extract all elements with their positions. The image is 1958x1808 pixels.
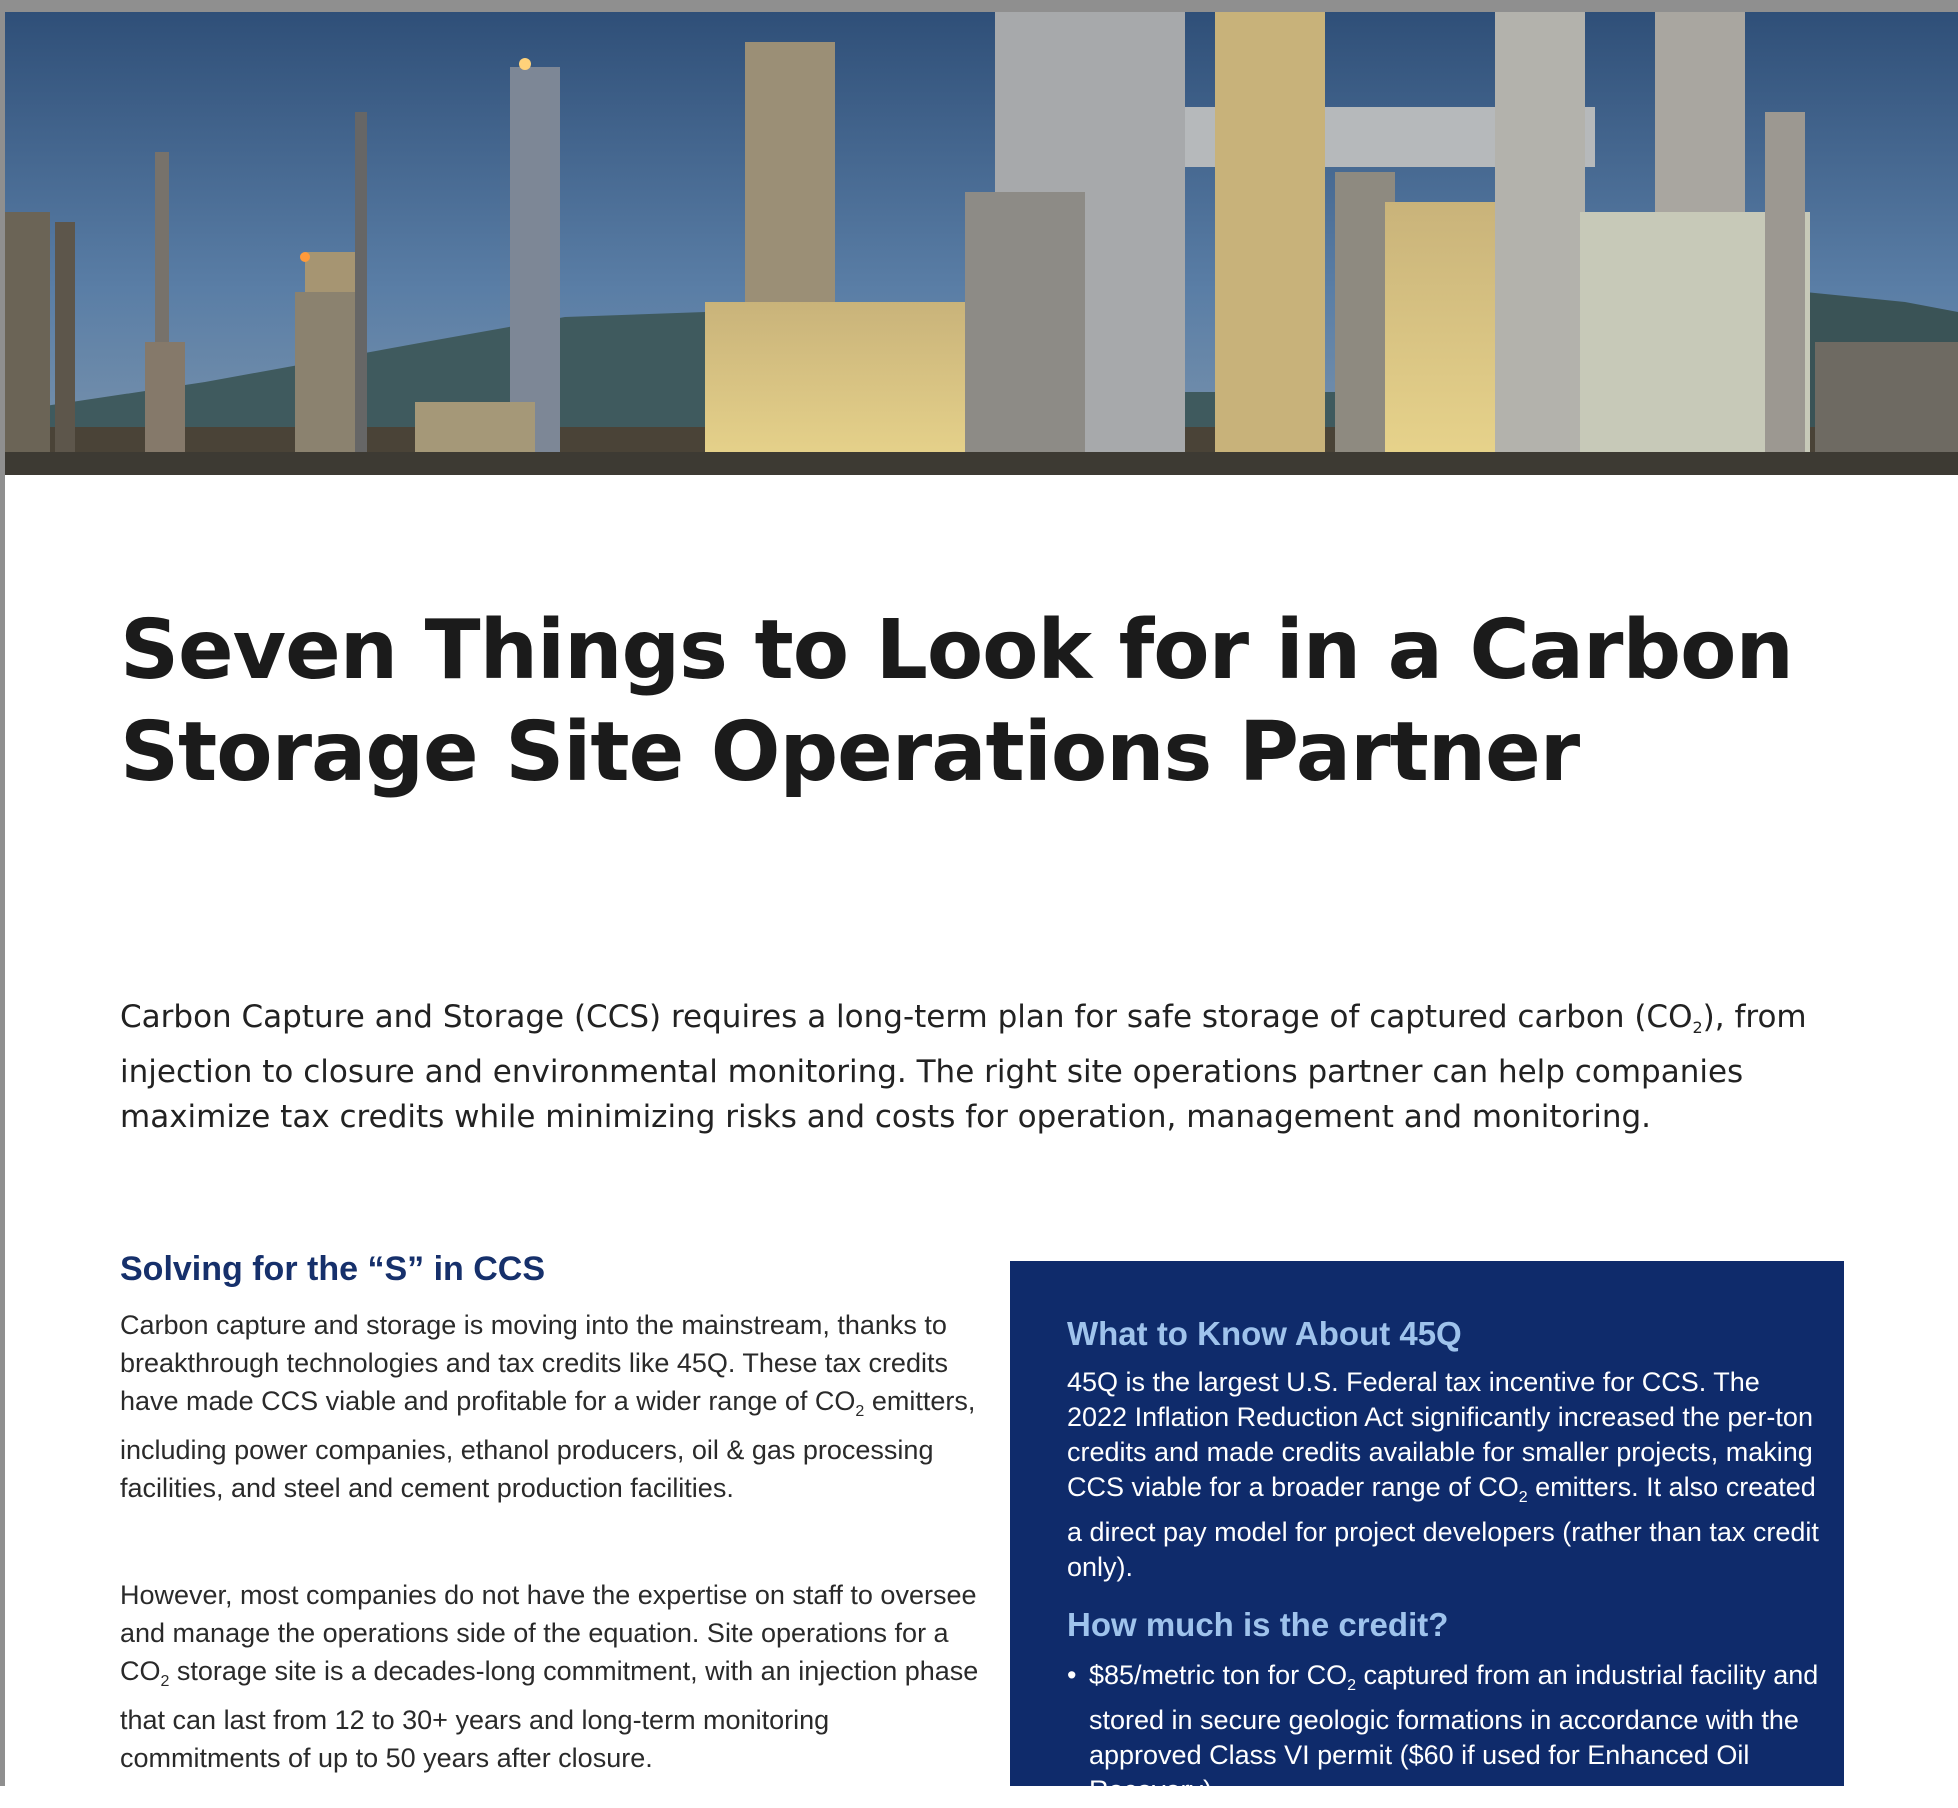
body-paragraph: Carbon capture and storage is moving into the mainstream, thanks to breakthrough technologies and tax credits like 45Q. These tax credits have made CCS viable and profitable for a wider range of $CO_2$ emitters, including power companies, ethanol producers, oil & gas processing facilities, and steel and cement production facilities. xyxy=(120,1310,976,1503)
sidebar-paragraph: 45Q is the largest U.S. Federal tax incentive for CCS. The 2022 Inflation Reduction Act significantly increased the per-ton credits and made credits available for smaller projects, making CCS viable for a broader range of $CO_2$ emitters. It also created a direct pay model for project developers (rather than tax credit only). xyxy=(1067,1367,1819,1582)
intro-paragraph: Carbon Capture and Storage (CCS) requires a long-term plan for safe storage of captured carbon $(CO_2)$, from injection to closure and environmental monitoring. The right site operations partner can help companies maximize tax credits while minimizing risks and costs for operation, management and monitoring. xyxy=(120,999,1807,1135)
body-paragraph: However, most companies do not have the expertise on staff to oversee and manage the operations side of the equation. Site operations for a $CO_2$ storage site is a decades-long commitment, with an injection phase that can last from 12 to 30+ years and long-term monitoring commitments of up to 50 years after closure. xyxy=(120,1580,979,1773)
bullet-icon: • xyxy=(1067,1660,1077,1690)
section-heading: Solving for the “S” in CCS xyxy=(120,1250,546,1288)
page-title: Seven Things to Look for in a Carbon Storage Site Operations Partner xyxy=(120,603,1793,800)
list-item: • $85/metric ton for $CO_2$ captured from an industrial facility and stored in secure geologic formations in accordance with the approved Class VI permit ($60 if used for Enhanced Oil Recovery) xyxy=(1067,1660,1819,1805)
info-sidebar xyxy=(1010,1261,1844,1805)
window-top-bar xyxy=(0,0,1958,12)
sidebar-heading: What to Know About 45Q xyxy=(1067,1315,1462,1352)
hero-image xyxy=(5,12,1958,475)
sidebar-heading: How much is the credit? xyxy=(1067,1606,1449,1643)
